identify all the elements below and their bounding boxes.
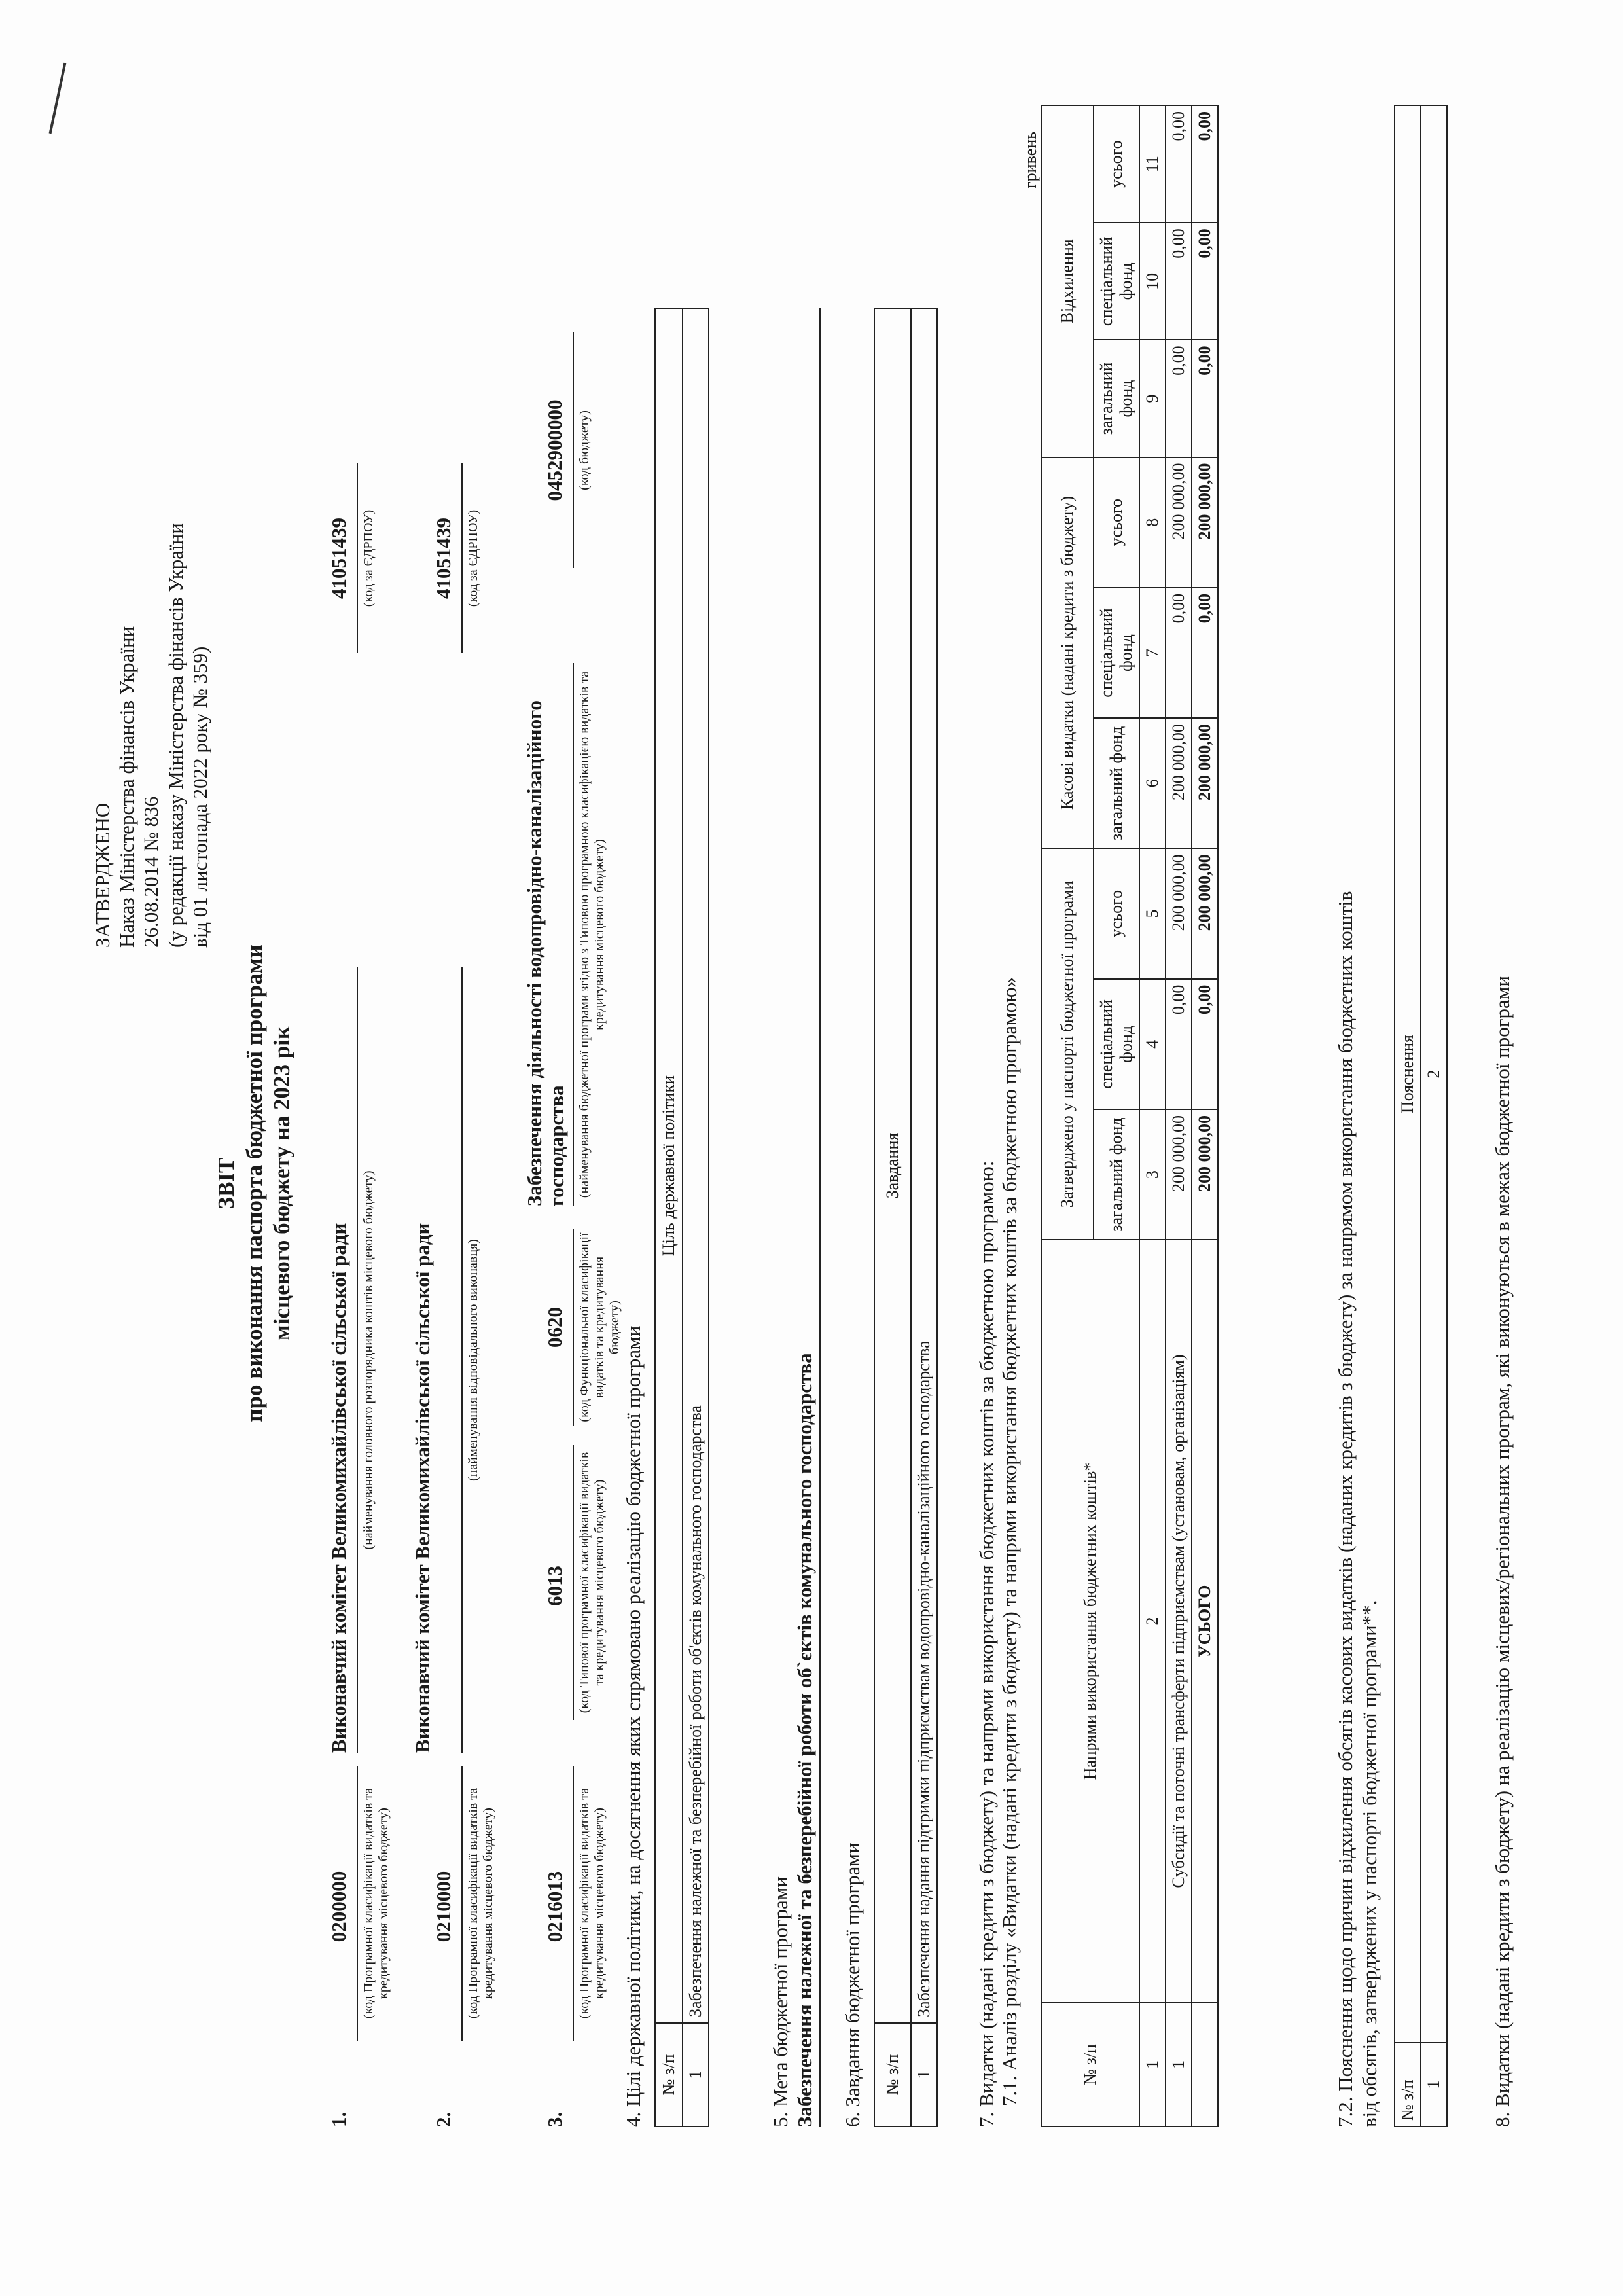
- total-cell: 0,00: [1192, 340, 1218, 457]
- exp-cell: 0,00: [1166, 105, 1192, 223]
- section72-line2: від обсягів, затверджених у паспорті бюджетної програми**.: [1358, 1600, 1381, 2127]
- expl-col-num: № з/п: [1395, 2043, 1421, 2126]
- exp-colnum: 2: [1139, 1240, 1166, 2003]
- row2-code: 0210000: [432, 1871, 455, 1943]
- exp-h-general-3: загальний фонд: [1094, 340, 1139, 457]
- row2-name: Виконавчий комітет Великомихайлівської сільської ради: [411, 1223, 434, 1753]
- row3-number: 3.: [543, 2111, 566, 2127]
- total-cell: 0,00: [1192, 223, 1218, 340]
- total-cell: 200 000,00: [1192, 1109, 1218, 1240]
- row3-tpkvk-caption: (код Типової програмної класифікації видатків та кредитування місцевого бюджету): [577, 1452, 607, 1713]
- section7-title: 7. Видатки (надані кредити з бюджету) та напрями використання бюджетних коштів за бюджетною програмою:: [975, 1160, 998, 2127]
- total-empty: [1192, 2003, 1218, 2126]
- exp-cell: 200 000,00: [1166, 718, 1192, 848]
- row1-code-caption: (код Програмної класифікації видатків та кредитування місцевого бюджету): [361, 1787, 391, 2019]
- expl-n1: 1: [1421, 2043, 1447, 2126]
- row1-name: Виконавчий комітет Великомихайлівської сільської ради: [327, 1223, 350, 1753]
- section4-table: [654, 308, 709, 2127]
- exp-colnum: 1: [1139, 2003, 1166, 2126]
- row1-edrpou-caption: (код за ЄДРПОУ): [361, 509, 376, 607]
- approval-line1: Наказ Міністерства фінансів України: [115, 626, 139, 948]
- total-label: УСЬОГО: [1192, 1240, 1218, 2003]
- report-header: [213, 660, 296, 1707]
- row1-number: 1.: [327, 2111, 350, 2127]
- row2-edrpou-caption: (код за ЄДРПОУ): [466, 509, 480, 607]
- total-cell: 0,00: [1192, 588, 1218, 718]
- section72-line1: 7.2. Пояснення щодо причин відхилення обсягів касових видатків (наданих кредитів з бюджету) за напрямом використання бюджетних коштів: [1334, 891, 1357, 2127]
- row1-edrpou: 41051439: [327, 518, 350, 599]
- exp-colnum: 3: [1139, 1109, 1166, 1240]
- section6-table: [874, 308, 938, 2127]
- exp-cell: 200 000,00: [1166, 1109, 1192, 1240]
- row3-code: 0216013: [543, 1871, 566, 1943]
- total-cell: 0,00: [1192, 105, 1218, 223]
- section4-col-goal: Ціль державної політики: [655, 308, 683, 2023]
- exp-row-num: 1: [1166, 2003, 1192, 2126]
- approval-line2: 26.08.2014 № 836: [139, 796, 163, 948]
- expl-n2: 2: [1421, 105, 1447, 2043]
- report-title: ЗВІТ: [213, 1157, 239, 1210]
- exp-h-special-3: спеціальний фонд: [1094, 223, 1139, 340]
- total-cell: 200 000,00: [1192, 718, 1218, 848]
- section6-col-task: Завдання: [874, 308, 911, 2023]
- exp-h-approved: Затверджено у паспорті бюджетної програми: [1041, 848, 1094, 1240]
- exp-col-number-row: [1139, 105, 1166, 2126]
- exp-h-general-2: загальний фонд: [1094, 718, 1139, 848]
- report-subtitle2: місцевого бюджету на 2023 рік: [269, 1026, 295, 1341]
- section4-row-num: 1: [683, 2023, 709, 2126]
- exp-cell: 0,00: [1166, 588, 1192, 718]
- total-row: [1192, 105, 1218, 2126]
- approval-line3: (у редакції наказу Міністерства фінансів України: [164, 523, 187, 948]
- row3-code-caption: (код Програмної класифікації видатків та кредитування місцевого бюджету): [577, 1787, 607, 2019]
- exp-colnum: 7: [1139, 588, 1166, 718]
- section5-title: 5. Мета бюджетної програми: [769, 1876, 792, 2127]
- exp-colnum: 6: [1139, 718, 1166, 848]
- row2-edrpou: 41051439: [432, 518, 455, 599]
- row3-program-name: Забезпечення діяльності водопровідно-каналізаційного господарства: [523, 700, 569, 1206]
- exp-cell: 200 000,00: [1166, 848, 1192, 978]
- expl-col-text: Пояснення: [1395, 105, 1421, 2043]
- report-subtitle1: про виконання паспорта бюджетної програми: [241, 944, 267, 1422]
- exp-h-directions: Напрями використання бюджетних коштів*: [1041, 1240, 1139, 2003]
- exp-cell: 0,00: [1166, 340, 1192, 457]
- section5-text: Забезпечення належної та безперебійної роботи об`єктів комунального господарства: [793, 308, 821, 2127]
- exp-h-cash: Касові видатки (надані кредити з бюджету): [1041, 457, 1094, 849]
- expenses-table: [1041, 105, 1219, 2127]
- exp-h-total-3: усього: [1094, 105, 1139, 223]
- row3-budget-caption: (код бюджету): [577, 410, 592, 490]
- total-cell: 200 000,00: [1192, 848, 1218, 978]
- exp-row-name: Субсидії та поточні трансферти підприємствам (установам, організаціям): [1166, 1240, 1192, 2003]
- exp-colnum: 5: [1139, 848, 1166, 978]
- section6-col-num: № з/п: [874, 2023, 911, 2126]
- exp-colnum: 8: [1139, 457, 1166, 588]
- row3-tpkvk: 6013: [543, 1566, 566, 1606]
- section6-title: 6. Завдання бюджетної програми: [841, 1842, 864, 2127]
- approval-title: ЗАТВЕРДЖЕНО: [91, 802, 114, 948]
- exp-h-special-2: спеціальний фонд: [1094, 588, 1139, 718]
- exp-h-general-1: загальний фонд: [1094, 1109, 1139, 1240]
- section4-row-text: Забезпечення належної та безперебійної роботи об'єктів комунального господарства: [683, 308, 709, 2023]
- exp-h-total-1: усього: [1094, 848, 1139, 978]
- row3-fkvk: 0620: [543, 1307, 566, 1348]
- row3-budget-code: 0452900000: [543, 399, 566, 501]
- approval-block: [90, 359, 212, 948]
- total-cell: 0,00: [1192, 979, 1218, 1109]
- section8-title: 8. Видатки (надані кредити з бюджету) на реалізацію місцевих/регіональних програм, які виконуються в межах бюджетної програми: [1491, 976, 1514, 2127]
- exp-colnum: 4: [1139, 979, 1166, 1109]
- section6-row-num: 1: [911, 2023, 937, 2126]
- explanation-table: [1394, 105, 1448, 2127]
- exp-h-total-2: усього: [1094, 457, 1139, 588]
- section4-title: 4. Цілі державної політики, на досягнення яких спрямовано реалізацію бюджетної програми: [622, 1325, 645, 2127]
- section4-col-num: № з/п: [655, 2023, 683, 2126]
- approval-line4: від 01 листопада 2022 року № 359): [188, 646, 211, 948]
- row1-code: 0200000: [327, 1871, 350, 1943]
- exp-colnum: 10: [1139, 223, 1166, 340]
- exp-colnum: 11: [1139, 105, 1166, 223]
- exp-colnum: 9: [1139, 340, 1166, 457]
- row2-code-caption: (код Програмної класифікації видатків та кредитування місцевого бюджету): [466, 1787, 495, 2019]
- section7-subtitle: 7.1. Аналіз розділу «Видатки (надані кредити з бюджету) та напрями використання бюджетних коштів за бюджетною програмою»: [998, 977, 1021, 2106]
- row3-name-caption: (найменування бюджетної програми згідно з Типовою програмною класифікацією видатків та кредитування місцевого бюджету): [577, 671, 607, 1198]
- row3-fkvk-caption: (код Функціональної класифікації видатків та кредитування бюджету): [577, 1232, 622, 1422]
- exp-h-deviation: Відхилення: [1041, 105, 1094, 457]
- unit-label: гривень: [1021, 131, 1040, 188]
- row2-number: 2.: [432, 2111, 455, 2127]
- exp-cell: 0,00: [1166, 223, 1192, 340]
- row1-name-caption: (найменування головного розпорядника коштів місцевого бюджету): [361, 1170, 376, 1550]
- section6-row-text: Забезпечення надання підтримки підприємствам водопровідно-каналізаційного господарства: [911, 308, 937, 2023]
- exp-h-num: № з/п: [1041, 2003, 1139, 2126]
- row2-name-caption: (найменування відповідального виконавця): [466, 1239, 480, 1481]
- exp-cell: 0,00: [1166, 979, 1192, 1109]
- exp-cell: 200 000,00: [1166, 457, 1192, 588]
- total-cell: 200 000,00: [1192, 457, 1218, 588]
- table-row: [1166, 105, 1192, 2126]
- exp-h-special-1: спеціальний фонд: [1094, 979, 1139, 1109]
